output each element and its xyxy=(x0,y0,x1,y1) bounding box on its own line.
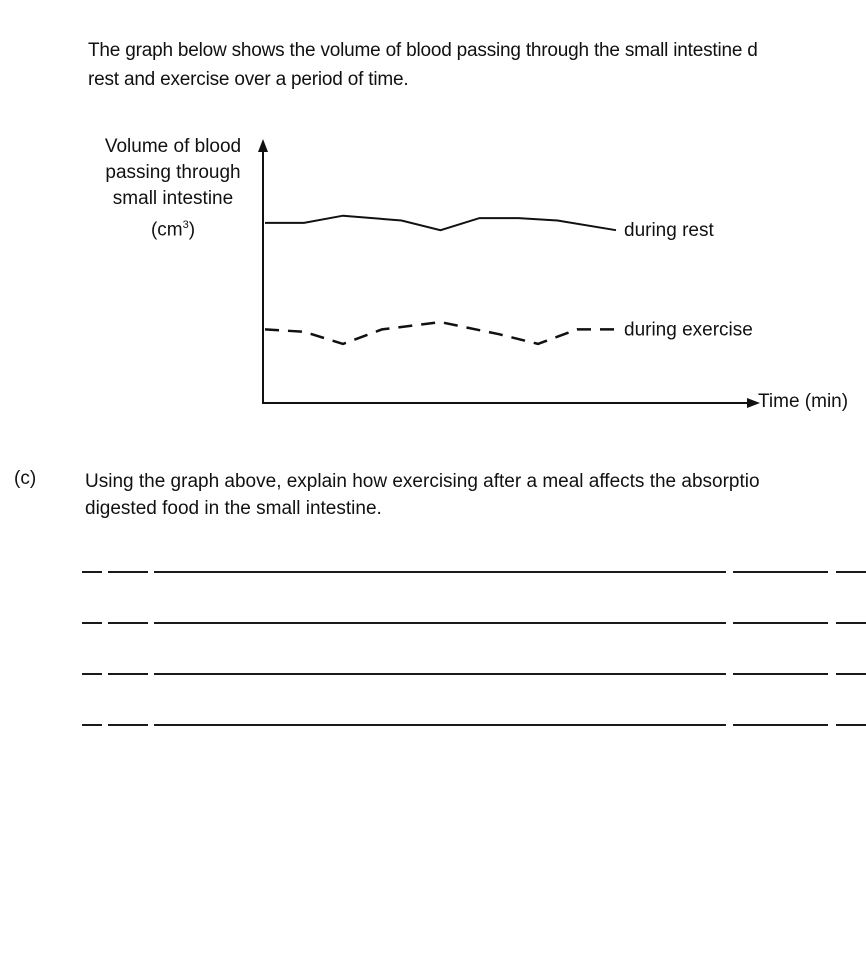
series-line-during-rest xyxy=(265,216,616,231)
answer-line-segment xyxy=(154,622,726,624)
question-line-1: Using the graph above, explain how exercising after a meal affects the absorptio xyxy=(85,471,760,492)
question-line-2: digested food in the small intestine. xyxy=(85,498,382,519)
y-axis-label-line-1: Volume of blood xyxy=(104,136,242,157)
answer-line-segment xyxy=(82,571,102,573)
answer-line-segment xyxy=(82,673,102,675)
answer-line-segment xyxy=(108,571,148,573)
answer-line-segment xyxy=(82,622,102,624)
answer-line-segment xyxy=(82,724,102,726)
question-text xyxy=(85,468,866,522)
series-line-during-exercise xyxy=(265,322,616,344)
y-axis-unit: $(cm^3)$ xyxy=(150,219,196,241)
answer-line-segment xyxy=(108,622,148,624)
series-label-during-exercise: during exercise xyxy=(624,319,753,341)
answer-line-segment xyxy=(733,571,828,573)
intro-line-1: The graph below shows the volume of blood passing through the small intestine d xyxy=(88,40,758,61)
answer-line-segment xyxy=(154,724,726,726)
answer-line-segment xyxy=(733,622,828,624)
y-axis-label-line-2: passing through xyxy=(105,162,241,183)
answer-line-segment xyxy=(108,724,148,726)
answer-line-segment xyxy=(108,673,148,675)
y-axis-label-line-3: small intestine xyxy=(112,188,234,209)
answer-line-segment xyxy=(836,622,866,624)
y-axis-arrowhead xyxy=(258,139,268,152)
answer-line-segment xyxy=(836,673,866,675)
answer-line-segment xyxy=(733,724,828,726)
blood-volume-chart xyxy=(0,0,866,440)
series-label-during-rest: during rest xyxy=(624,220,714,242)
x-axis-label: Time (min) xyxy=(758,391,849,412)
answer-line[interactable] xyxy=(82,622,866,624)
intro-line-2: rest and exercise over a period of time. xyxy=(88,69,409,90)
answer-line[interactable] xyxy=(82,673,866,675)
answer-line-segment xyxy=(154,673,726,675)
answer-line-segment xyxy=(836,571,866,573)
answer-line[interactable] xyxy=(82,571,866,573)
y-axis-unit-superscript: 3 xyxy=(182,219,189,231)
question-part-label: (c) xyxy=(14,468,37,489)
answer-line-segment xyxy=(836,724,866,726)
answer-line[interactable] xyxy=(82,724,866,726)
answer-line-segment xyxy=(733,673,828,675)
answer-line-segment xyxy=(154,571,726,573)
